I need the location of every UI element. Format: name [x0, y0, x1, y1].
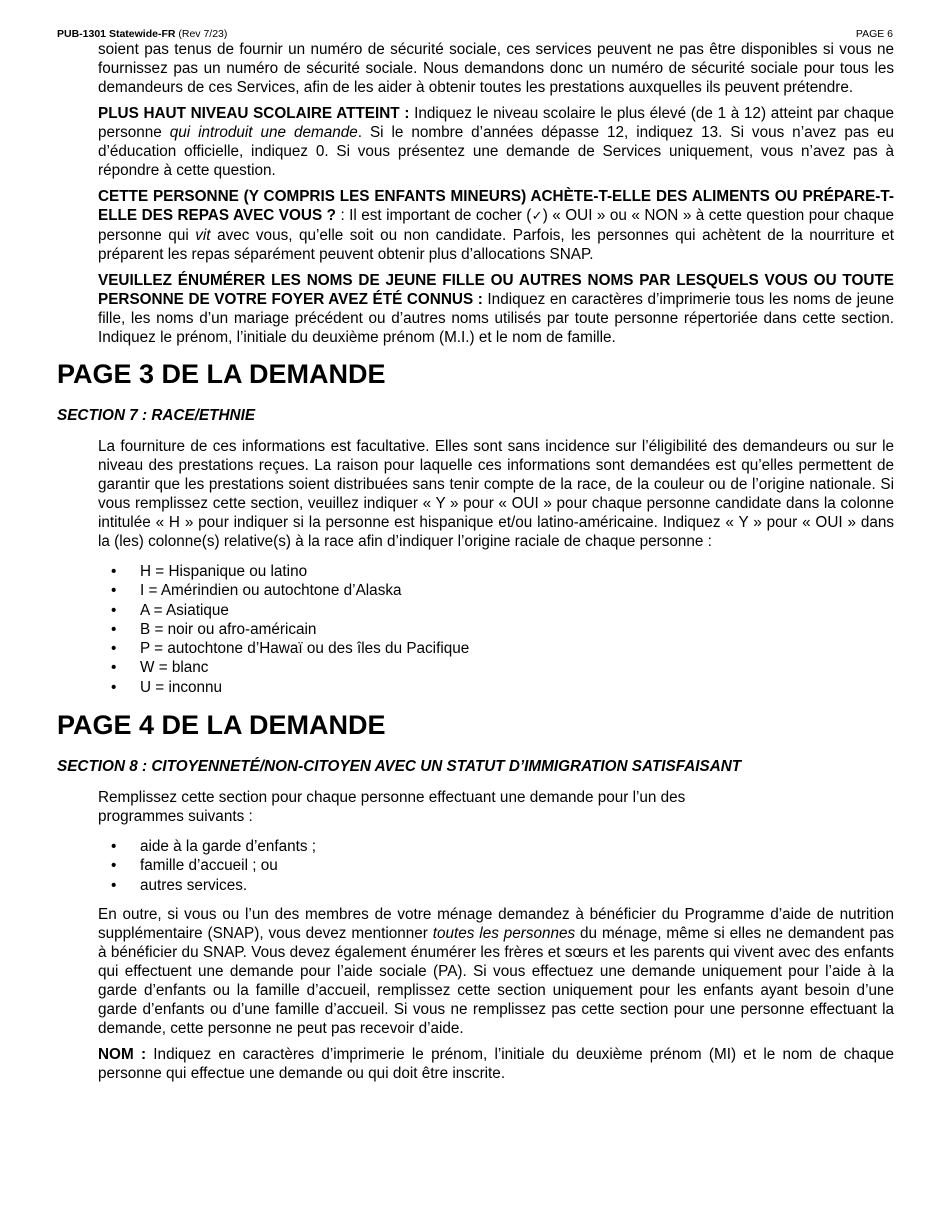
- ssn-continuation-paragraph: soient pas tenus de fournir un numéro de sécurité sociale, ces services peuvent ne pas être disponibles si vous ne fournissez pas un numéro de sécurité sociale. Nous demandons donc un numéro de sécurité sociale pour tous les demandeurs de ces Services, afin de les aider à obtenir toutes les prestations auxquelles ils peuvent prétendre.: [98, 41, 894, 96]
- list-item: • I = Amérindien ou autochtone d’Alaska: [111, 582, 402, 600]
- page4-heading: PAGE 4 DE LA DEMANDE: [57, 710, 386, 741]
- program-list: [98, 837, 894, 895]
- document-revision: (Rev 7/23): [178, 28, 228, 40]
- document-code: PUB-1301 Statewide-FR: [57, 28, 176, 40]
- other-names-paragraph: VEUILLEZ ÉNUMÉRER LES NOMS DE JEUNE FILLE OU AUTRES NOMS PAR LESQUELS VOUS OU TOUTE PERSONNE DE VOTRE FOYER AVEZ ÉTÉ CONNUS : Indiquez en caractères d’imprimerie tous les noms de jeune fille, les noms d’un mariage précédent ou d’autres noms utilisés par toute personne répertoriée dans cette section. Indiquez le prénom, l’initiale du deuxième prénom (M.I.) et le nom de famille.: [98, 272, 895, 346]
- list-item: • B = noir ou afro-américain: [111, 620, 317, 638]
- bullet-icon: •: [111, 857, 117, 875]
- list-item: • H = Hispanique ou latino: [111, 563, 308, 580]
- nom-label: NOM :: [98, 1045, 147, 1063]
- check-mark-icon: ✓: [531, 209, 543, 224]
- bullet-icon: •: [111, 659, 117, 677]
- citizenship-intro-paragraph: Remplissez cette section pour chaque personne effectuant une demande pour l’un des programmes suivants :: [98, 789, 686, 826]
- bullet-icon: •: [111, 563, 117, 580]
- bullet-icon: •: [111, 678, 117, 696]
- education-label: PLUS HAUT NIVEAU SCOLAIRE ATTEINT :: [98, 105, 410, 122]
- page3-heading: PAGE 3 DE LA DEMANDE: [57, 359, 386, 389]
- race-code-list: [98, 562, 894, 697]
- other-names-label: VEUILLEZ ÉNUMÉRER LES NOMS DE JEUNE FILLE OU AUTRES NOMS PAR LESQUELS VOUS OU TOUTE PERSONNE DE VOTRE FOYER AVEZ ÉTÉ CONNUS :: [98, 272, 894, 308]
- bullet-icon: •: [111, 838, 117, 856]
- section7-heading: SECTION 7 : RACE/ETHNIE: [57, 407, 256, 424]
- bullet-icon: •: [111, 601, 117, 619]
- document-id: [57, 28, 227, 40]
- bullet-icon: •: [111, 582, 117, 600]
- list-item: • A = Asiatique: [111, 601, 229, 619]
- bullet-icon: •: [111, 876, 117, 894]
- bullet-icon: •: [111, 640, 117, 658]
- snap-household-paragraph: En outre, si vous ou l’un des membres de votre ménage demandez à bénéficier du Programme d’aide de nutrition supplémentaire (SNAP), vous devez mentionner toutes les personnes du ménage, même si elles ne demandent pas à bénéficier du SNAP. Vous devez également énumérer les frères et sœurs et les parents qui vivent avec des enfants qui effectuent une demande pour l’aide sociale (PA). Si vous effectuez une demande uniquement pour l’aide à la garde d’enfants ou la famille d’accueil, remplissez cette section uniquement pour les enfants ayant besoin d’une garde d’enfants ou d’une famille d’accueil. Si vous ne remplissez pas cette section pour une personne effectuant la demande, cette personne ne peut pas recevoir d’aide.: [98, 905, 894, 1037]
- list-item: • P = autochtone d’Hawaï ou des îles du Pacifique: [111, 640, 470, 658]
- list-item: • famille d’accueil ; ou: [111, 857, 278, 875]
- list-item: • W = blanc: [111, 659, 209, 677]
- meals-paragraph: CETTE PERSONNE (Y COMPRIS LES ENFANTS MINEURS) ACHÈTE-T-ELLE DES ALIMENTS OU PRÉPARE-T-ELLE DES REPAS AVEC VOUS ? : Il est important de cocher (✓) « OUI » ou « NON » à cette question pour chaque personne qui vit avec vous, qu’elle soit ou non candidate. Parfois, les personnes qui achètent de la nourriture et préparent les repas séparément peuvent obtenir plus d’allocations SNAP.: [98, 188, 895, 263]
- section8-heading: SECTION 8 : CITOYENNETÉ/NON-CITOYEN AVEC UN STATUT D’IMMIGRATION SATISFAISANT: [57, 758, 742, 776]
- bullet-icon: •: [111, 620, 117, 638]
- page-number: PAGE 6: [855, 28, 893, 40]
- nom-paragraph: NOM : Indiquez en caractères d’imprimerie le prénom, l’initiale du deuxième prénom (MI) et le nom de chaque personne qui effectue une demande ou qui doit être inscrite.: [98, 1045, 894, 1082]
- list-item: • U = inconnu: [111, 678, 223, 696]
- meals-label: CETTE PERSONNE (Y COMPRIS LES ENFANTS MINEURS) ACHÈTE-T-ELLE DES ALIMENTS OU PRÉPARE-T-ELLE DES REPAS AVEC VOUS ?: [98, 188, 894, 224]
- document-body: [57, 40, 894, 1090]
- list-item: • autres services.: [111, 876, 248, 894]
- education-paragraph: PLUS HAUT NIVEAU SCOLAIRE ATTEINT : Indiquez le niveau scolaire le plus élevé (de 1 à 12) atteint par chaque personne qui introduit une demande. Si le nombre d’années dépasse 12, indiquez 13. Si vous n’avez pas eu d’éducation officielle, indiquez 0. Si vous présentez une demande de Services uniquement, vous n’avez pas à répondre à cette question.: [98, 105, 894, 179]
- list-item: • aide à la garde d’enfants ;: [111, 838, 317, 856]
- race-paragraph: La fourniture de ces informations est facultative. Elles sont sans incidence sur l’éligibilité des demandeurs ou sur le niveau des prestations reçues. La raison pour laquelle ces informations sont demandées est qu’elles permettent de garantir que les prestations soient distribuées sans tenir compte de la race, de la couleur ou de l’origine nationale. Si vous remplissez cette section, veuillez indiquer « Y » pour « OUI » pour chaque personne candidate dans la colonne intitulée « H » pour indiquer si la personne est hispanique et/ou latino-américaine. Indiquez « Y » pour « OUI » dans la (les) colonne(s) relative(s) à la race afin d’indiquer l’origine raciale de chaque personne :: [98, 438, 894, 550]
